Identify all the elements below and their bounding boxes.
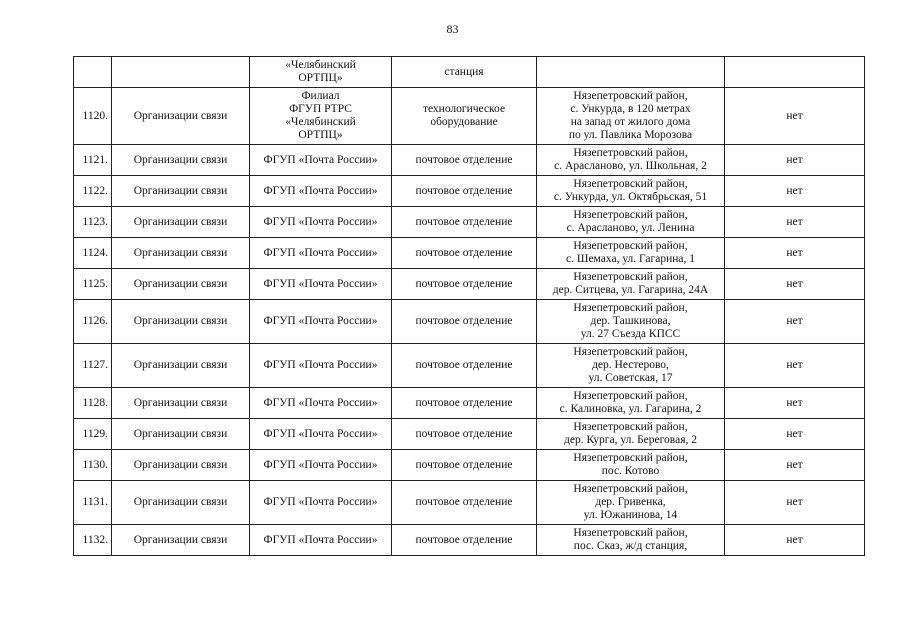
object-type-cell: почтовое отделение [392,419,537,450]
flag-cell: нет [725,176,865,207]
flag-cell: нет [725,419,865,450]
object-type-cell: почтовое отделение [392,525,537,556]
organization-name-cell: ФГУП «Почта России» [250,238,392,269]
object-type-cell: почтовое отделение [392,238,537,269]
address-cell: Нязепетровский район, с. Калиновка, ул. Гагарина, 2 [537,388,725,419]
organization-name-cell: ФГУП «Почта России» [250,207,392,238]
organization-type-cell: Организации связи [112,145,250,176]
organization-type-cell: Организации связи [112,525,250,556]
table-row [74,145,865,176]
object-type-cell: почтовое отделение [392,300,537,344]
address-cell [537,57,725,88]
organization-name-cell: «Челябинский ОРТПЦ» [250,57,392,88]
address-cell: Нязепетровский район, дер. Гривенка, ул. Южанинова, 14 [537,481,725,525]
object-type-cell: технологическое оборудование [392,88,537,145]
address-cell: Нязепетровский район, пос. Сказ, ж/д станция, [537,525,725,556]
organization-name-cell: ФГУП «Почта России» [250,450,392,481]
page-number: 83 [446,22,459,36]
organization-type-cell: Организации связи [112,388,250,419]
organization-name-cell: ФГУП «Почта России» [250,481,392,525]
row-number-cell: 1131. [74,481,112,525]
row-number-cell: 1132. [74,525,112,556]
address-cell: Нязепетровский район, с. Шемаха, ул. Гагарина, 1 [537,238,725,269]
table-row [74,419,865,450]
table-row [74,88,865,145]
organization-type-cell: Организации связи [112,344,250,388]
organization-type-cell: Организации связи [112,238,250,269]
object-type-cell: почтовое отделение [392,481,537,525]
row-number-cell: 1126. [74,300,112,344]
row-number-cell: 1123. [74,207,112,238]
organization-name-cell: ФГУП «Почта России» [250,525,392,556]
organization-type-cell: Организации связи [112,450,250,481]
object-type-cell: почтовое отделение [392,207,537,238]
address-cell: Нязепетровский район, дер. Ташкинова, ул. 27 Съезда КПСС [537,300,725,344]
organization-name-cell: Филиал ФГУП РТРС «Челябинский ОРТПЦ» [250,88,392,145]
flag-cell: нет [725,88,865,145]
table-row [74,344,865,388]
row-number-cell: 1124. [74,238,112,269]
organization-type-cell: Организации связи [112,419,250,450]
object-type-cell: почтовое отделение [392,450,537,481]
row-number-cell: 1129. [74,419,112,450]
flag-cell: нет [725,145,865,176]
address-cell: Нязепетровский район, с. Арасланово, ул. Школьная, 2 [537,145,725,176]
organization-type-cell: Организации связи [112,88,250,145]
table-row [74,176,865,207]
row-number-cell: 1125. [74,269,112,300]
table-row [74,238,865,269]
table-row [74,481,865,525]
flag-cell: нет [725,344,865,388]
registry-table-body [74,57,865,556]
row-number-cell: 1121. [74,145,112,176]
address-cell: Нязепетровский район, пос. Котово [537,450,725,481]
flag-cell: нет [725,388,865,419]
table-row [74,388,865,419]
row-number-cell: 1127. [74,344,112,388]
address-cell: Нязепетровский район, с. Ункурда, ул. Октябрьская, 51 [537,176,725,207]
organization-type-cell: Организации связи [112,269,250,300]
address-cell: Нязепетровский район, дер. Ситцева, ул. Гагарина, 24А [537,269,725,300]
flag-cell: нет [725,450,865,481]
organization-name-cell: ФГУП «Почта России» [250,419,392,450]
object-type-cell: почтовое отделение [392,269,537,300]
organization-type-cell: Организации связи [112,300,250,344]
organization-name-cell: ФГУП «Почта России» [250,145,392,176]
organization-name-cell: ФГУП «Почта России» [250,300,392,344]
object-type-cell: почтовое отделение [392,344,537,388]
registry-table [73,56,865,556]
organization-type-cell: Организации связи [112,481,250,525]
organization-name-cell: ФГУП «Почта России» [250,344,392,388]
address-cell: Нязепетровский район, дер. Курга, ул. Береговая, 2 [537,419,725,450]
address-cell: Нязепетровский район, с. Ункурда, в 120 метрах на запад от жилого дома по ул. Павлика Морозова [537,88,725,145]
table-row [74,450,865,481]
organization-name-cell: ФГУП «Почта России» [250,176,392,207]
table-row [74,57,865,88]
row-number-cell: 1122. [74,176,112,207]
flag-cell: нет [725,238,865,269]
object-type-cell: станция [392,57,537,88]
address-cell: Нязепетровский район, с. Арасланово, ул. Ленина [537,207,725,238]
object-type-cell: почтовое отделение [392,388,537,419]
flag-cell: нет [725,525,865,556]
row-number-cell [74,57,112,88]
table-row [74,269,865,300]
organization-type-cell: Организации связи [112,207,250,238]
table-row [74,525,865,556]
flag-cell: нет [725,269,865,300]
row-number-cell: 1128. [74,388,112,419]
flag-cell: нет [725,300,865,344]
table-row [74,300,865,344]
row-number-cell: 1120. [74,88,112,145]
organization-type-cell [112,57,250,88]
address-cell: Нязепетровский район, дер. Нестерово, ул. Советская, 17 [537,344,725,388]
table-row [74,207,865,238]
object-type-cell: почтовое отделение [392,176,537,207]
organization-name-cell: ФГУП «Почта России» [250,388,392,419]
flag-cell: нет [725,207,865,238]
flag-cell [725,57,865,88]
organization-name-cell: ФГУП «Почта России» [250,269,392,300]
flag-cell: нет [725,481,865,525]
organization-type-cell: Организации связи [112,176,250,207]
object-type-cell: почтовое отделение [392,145,537,176]
row-number-cell: 1130. [74,450,112,481]
